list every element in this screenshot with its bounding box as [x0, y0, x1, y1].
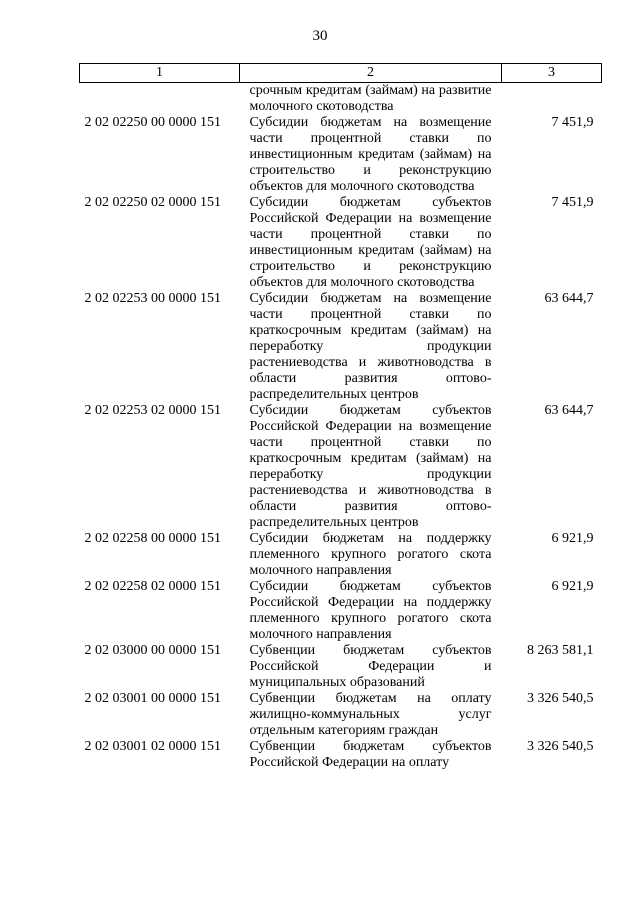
table-row [80, 691, 602, 739]
row-name: Субсидии бюджетам на поддержку племенного крупного рогатого скота молочного направления [249, 531, 492, 578]
table-row [80, 579, 602, 643]
row-name: Субсидии бюджетам субъектов Российской Федерации на возмещение части процентной ставки по краткосрочным кредитам (займам) на переработку продукции растениеводства и животноводства в области развития оптово-распределительных центров [249, 403, 492, 530]
row-amount: 8 263 581,1 [527, 643, 594, 658]
column-header-name: 2 [240, 64, 502, 83]
row-code: 2 02 02250 02 0000 151 [84, 195, 221, 210]
row-amount: 63 644,7 [544, 403, 594, 418]
row-code: 2 02 02253 02 0000 151 [84, 403, 221, 418]
table-header [80, 64, 602, 83]
page-number: 30 [312, 28, 328, 44]
table-row [80, 643, 602, 691]
table-row [80, 195, 602, 291]
budget-table [79, 63, 602, 771]
row-amount: 3 326 540,5 [527, 739, 594, 754]
row-amount: 6 921,9 [551, 579, 594, 594]
row-amount [502, 83, 602, 116]
row-name: Субвенции бюджетам на оплату жилищно-коммунальных услуг отдельным категориям граждан [249, 691, 492, 738]
row-name: Субсидии бюджетам субъектов Российской Федерации на поддержку племенного крупного рогатого скота молочного направления [249, 579, 492, 642]
row-code [80, 83, 240, 116]
row-code: 2 02 02250 00 0000 151 [84, 115, 221, 130]
continuation-row [80, 83, 602, 116]
table-body [80, 83, 602, 772]
row-name: Субсидии бюджетам на возмещение части процентной ставки по краткосрочным кредитам (займам) на переработку продукции растениеводства и животноводства в области развития оптово-распределительных центров [249, 291, 492, 402]
row-name: Субсидии бюджетам субъектов Российской Федерации на возмещение части процентной ставки по инвестиционным кредитам (займам) на строительство и реконструкцию объектов для молочного скотоводства [249, 195, 492, 290]
row-code: 2 02 02258 00 0000 151 [84, 531, 221, 546]
row-code: 2 02 03001 00 0000 151 [84, 691, 221, 706]
table-row [80, 115, 602, 195]
row-code: 2 02 03001 02 0000 151 [84, 739, 221, 754]
row-code: 2 02 02258 02 0000 151 [84, 579, 221, 594]
row-amount: 63 644,7 [544, 291, 594, 306]
row-name: Субсидии бюджетам на возмещение части процентной ставки по инвестиционным кредитам (займам) на строительство и реконструкцию объектов для молочного скотоводства [249, 115, 492, 194]
row-amount: 7 451,9 [551, 115, 594, 130]
continuation-text: срочным кредитам (займам) на развитие молочного скотоводства [249, 83, 492, 114]
row-amount: 3 326 540,5 [527, 691, 594, 706]
row-name: Субвенции бюджетам субъектов Российской Федерации и муниципальных образований [249, 643, 492, 690]
row-code: 2 02 02253 00 0000 151 [84, 291, 221, 306]
row-name: Субвенции бюджетам субъектов Российской Федерации на оплату [249, 739, 492, 770]
column-header-code: 1 [80, 64, 240, 83]
table-row [80, 403, 602, 531]
table-row [80, 291, 602, 403]
table-row [80, 531, 602, 579]
row-amount: 7 451,9 [551, 195, 594, 210]
column-header-amount: 3 [502, 64, 602, 83]
table-row [80, 739, 602, 771]
row-code: 2 02 03000 00 0000 151 [84, 643, 221, 658]
row-amount: 6 921,9 [551, 531, 594, 546]
